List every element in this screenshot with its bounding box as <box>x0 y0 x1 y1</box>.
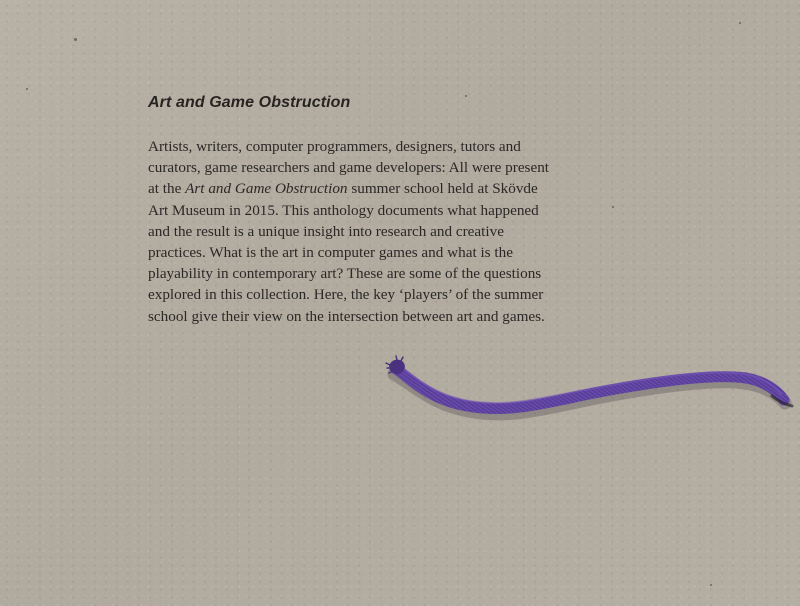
paragraph-line-text: at the <box>148 180 186 198</box>
italic-title-text: Art and Game Obstruction <box>185 180 348 198</box>
paper-speck <box>74 38 77 41</box>
paragraph-line: playability in contemporary art? These are some of the questions <box>148 265 542 283</box>
paragraph-line <box>148 178 608 199</box>
paper-speck <box>710 584 712 586</box>
paragraph-line: Art Museum in 2015. This anthology documents what happened <box>148 201 539 219</box>
paragraph-line: school give their view on the intersection between art and games. <box>148 307 545 325</box>
paragraph-line-text: summer school held at Skövde <box>347 180 538 198</box>
paper-speck <box>739 22 741 24</box>
ribbon-bookmark-icon <box>386 356 800 430</box>
paper-speck <box>612 206 614 208</box>
paper-speck <box>26 88 28 90</box>
paragraph-line: practices. What is the art in computer games and what is the <box>148 244 513 262</box>
paragraph-line: and the result is a unique insight into research and creative <box>148 222 504 240</box>
description-paragraph <box>148 136 608 327</box>
paragraph-line: explored in this collection. Here, the key ‘players’ of the summer <box>148 286 544 304</box>
paragraph-line: curators, game researchers and game developers: All were present <box>148 159 550 177</box>
paragraph-line: Artists, writers, computer programmers, designers, tutors and <box>148 138 521 155</box>
cover-heading: Art and Game Obstruction <box>148 94 351 111</box>
